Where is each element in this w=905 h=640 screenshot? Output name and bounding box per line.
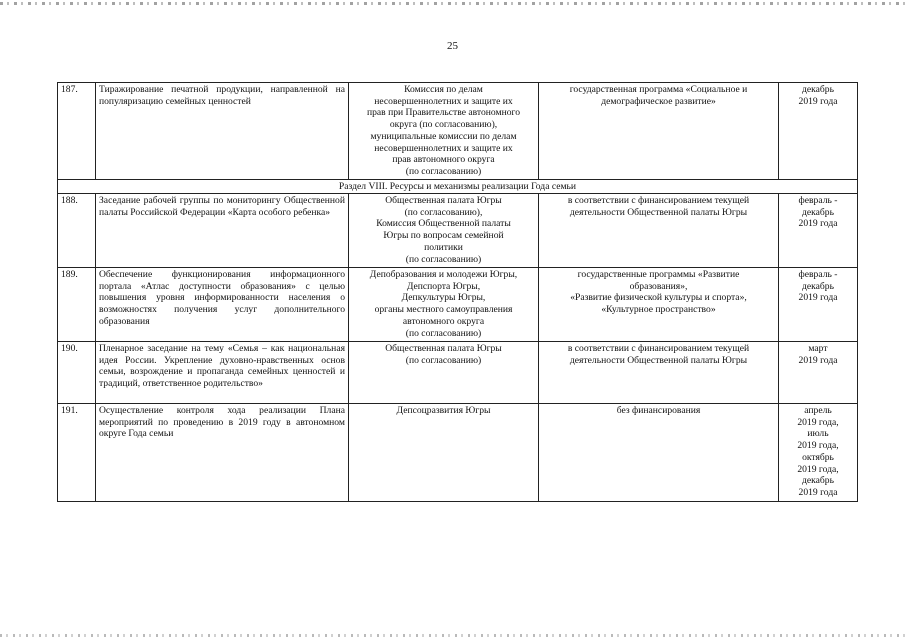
term-line: октябрь bbox=[802, 451, 834, 463]
responsible-line: прав при Правительстве автономного bbox=[366, 107, 521, 119]
funding-line: деятельности Общественной палаты Югры bbox=[569, 206, 748, 218]
event-cell: Тиражирование печатной продукции, направленной на популяризацию семейных ценностей bbox=[96, 83, 349, 180]
responsible-line: Комиссия по делам bbox=[404, 84, 483, 95]
funding-line: государственная программа «Социальное и bbox=[569, 84, 748, 95]
funding-cell bbox=[539, 342, 779, 404]
responsible-line: (по согласованию) bbox=[405, 253, 482, 265]
responsible-cell bbox=[349, 194, 539, 268]
funding-line: демографическое развитие» bbox=[601, 95, 716, 107]
term-cell bbox=[779, 404, 858, 502]
funding-cell bbox=[539, 194, 779, 268]
responsible-line: политики bbox=[424, 241, 463, 253]
table-row bbox=[58, 194, 858, 268]
responsible-line: муниципальные комиссии по делам bbox=[370, 130, 517, 142]
page-number: 25 bbox=[447, 40, 458, 52]
table-row bbox=[58, 342, 858, 404]
event-cell: Пленарное заседание на тему «Семья – как национальная идея России. Укрепление духовно-нравственных основ семьи, возрождение и пропаганда семейных ценностей и традиций, ответственное родительство» bbox=[96, 342, 349, 404]
term-line: декабрь bbox=[802, 475, 834, 487]
row-number: 189. bbox=[58, 268, 96, 342]
responsible-line: Депспорта Югры, bbox=[406, 280, 481, 292]
term-line: 2019 года, bbox=[797, 416, 839, 428]
plan-table bbox=[57, 82, 858, 502]
responsible-line: несовершеннолетних и защите их bbox=[374, 95, 513, 107]
table-row bbox=[58, 83, 858, 180]
term-line: март bbox=[808, 343, 828, 354]
term-line: 2019 года bbox=[798, 218, 838, 230]
funding-cell bbox=[539, 268, 779, 342]
term-line: декабрь bbox=[802, 84, 834, 95]
responsible-cell bbox=[349, 404, 539, 502]
term-line: апрель bbox=[804, 405, 832, 416]
term-line: декабрь bbox=[802, 206, 834, 218]
responsible-line: Депобразования и молодежи Югры, bbox=[369, 269, 518, 280]
term-cell bbox=[779, 194, 858, 268]
responsible-line: Югры по вопросам семейной bbox=[383, 230, 504, 242]
responsible-line: (по согласованию) bbox=[405, 327, 482, 339]
responsible-line: Депсоцразвития Югры bbox=[396, 405, 491, 416]
term-line: 2019 года bbox=[798, 354, 838, 366]
funding-line: в соответствии с финансированием текущей bbox=[567, 195, 750, 206]
responsible-line: несовершеннолетних и защите их bbox=[374, 142, 513, 154]
event-cell: Обеспечение функционирования информационного портала «Атлас доступности образования» с целью повышения уровня информированности населения о возможностях получения услуг дополнительного образования bbox=[96, 268, 349, 342]
responsible-line: органы местного самоуправления bbox=[374, 304, 513, 316]
funding-line: без финансирования bbox=[616, 405, 701, 416]
responsible-line: Общественная палата Югры bbox=[385, 195, 502, 206]
funding-line: деятельности Общественной палаты Югры bbox=[569, 354, 748, 366]
responsible-line: (по согласованию), bbox=[404, 206, 483, 218]
term-line: декабрь bbox=[802, 280, 834, 292]
funding-cell bbox=[539, 404, 779, 502]
event-cell: Заседание рабочей группы по мониторингу Общественной палаты Российской Федерации «Карта особого ребенка» bbox=[96, 194, 349, 268]
responsible-cell bbox=[349, 268, 539, 342]
row-number: 188. bbox=[58, 194, 96, 268]
responsible-line: (по согласованию) bbox=[405, 165, 482, 177]
funding-line: в соответствии с финансированием текущей bbox=[567, 343, 750, 354]
funding-line: «Культурное пространство» bbox=[601, 304, 716, 316]
term-line: февраль - bbox=[798, 195, 838, 206]
funding-line: образования», bbox=[629, 280, 688, 292]
term-line: 2019 года bbox=[798, 486, 838, 498]
responsible-line: Комиссия Общественной палаты bbox=[376, 218, 511, 230]
responsible-line: автономного округа bbox=[402, 315, 485, 327]
table-row bbox=[58, 268, 858, 342]
responsible-cell bbox=[349, 83, 539, 180]
responsible-line: Депкультуры Югры, bbox=[401, 292, 486, 304]
term-line: февраль - bbox=[798, 269, 838, 280]
section-header: Раздел VIII. Ресурсы и механизмы реализации Года семьи bbox=[58, 180, 858, 194]
funding-line: «Развитие физической культуры и спорта», bbox=[570, 292, 747, 304]
responsible-line: Общественная палата Югры bbox=[385, 343, 502, 354]
term-line: 2019 года bbox=[798, 292, 838, 304]
scan-artifact-bottom bbox=[0, 634, 905, 637]
table-row bbox=[58, 404, 858, 502]
event-cell: Осуществление контроля хода реализации Плана мероприятий по проведению в 2019 году в автономном округе Года семьи bbox=[96, 404, 349, 502]
responsible-line: округа (по согласованию), bbox=[389, 119, 498, 131]
term-line: 2019 года, bbox=[797, 440, 839, 452]
term-cell bbox=[779, 268, 858, 342]
term-cell bbox=[779, 83, 858, 180]
term-cell bbox=[779, 342, 858, 404]
row-number: 190. bbox=[58, 342, 96, 404]
term-line: июль bbox=[807, 428, 829, 440]
funding-cell bbox=[539, 83, 779, 180]
funding-line: государственные программы «Развитие bbox=[577, 269, 740, 280]
responsible-line: прав автономного округа bbox=[392, 154, 495, 166]
responsible-cell bbox=[349, 342, 539, 404]
row-number: 187. bbox=[58, 83, 96, 180]
section-header-row bbox=[58, 180, 858, 194]
responsible-line: (по согласованию) bbox=[405, 354, 482, 366]
term-line: 2019 года bbox=[798, 95, 838, 107]
scan-artifact-top bbox=[0, 2, 905, 5]
row-number: 191. bbox=[58, 404, 96, 502]
term-line: 2019 года, bbox=[797, 463, 839, 475]
